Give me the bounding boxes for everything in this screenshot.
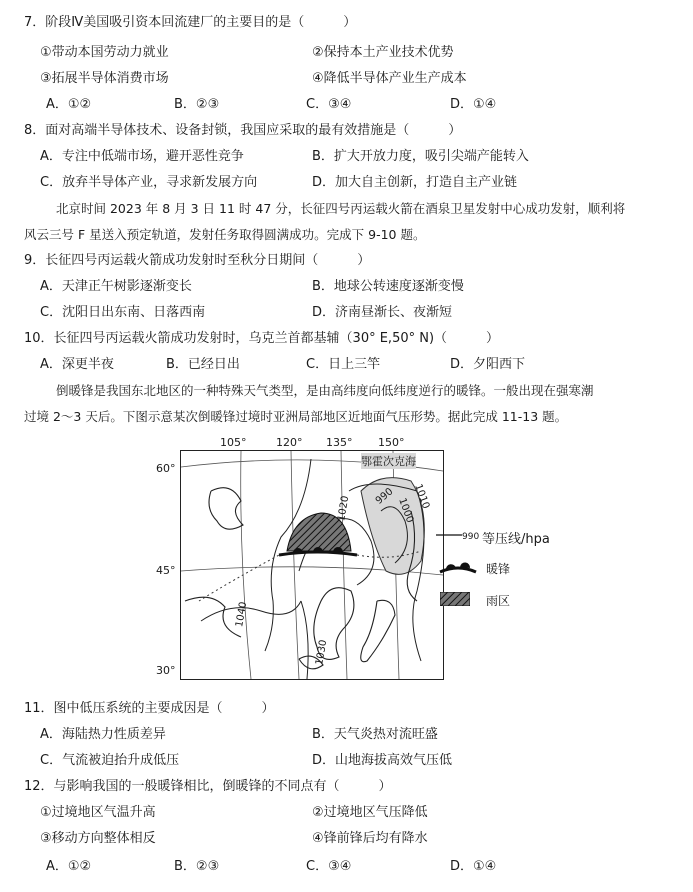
legend-isobar-line: [436, 530, 462, 540]
q12-choice-d: D．①④: [450, 859, 497, 874]
pressure-map-figure: [156, 436, 676, 686]
passage2-line1: 倒暖锋是我国东北地区的一种特殊天气类型，是由高纬度向低纬度逆行的暖锋。一般出现在强寒潮: [56, 383, 594, 398]
q8-option-c: C．放弃半导体产业，寻求新发展方向: [40, 175, 258, 190]
legend-rain-icon: [440, 592, 470, 606]
legend-front-icon: [438, 560, 478, 574]
map-drawing: [181, 451, 443, 679]
q12-choice-a: A．①②: [46, 859, 92, 874]
sea-label: 鄂霍次克海: [361, 455, 416, 468]
q9-option-c: C．沈阳日出东南、日落西南: [40, 305, 206, 320]
isobar-label-990: 990: [373, 486, 396, 507]
q9-option-d: D．济南昼渐长、夜渐短: [312, 305, 453, 320]
q7-choice-c: C．③④: [306, 97, 352, 112]
q12-option-3: ③移动方向整体相反: [40, 831, 156, 846]
q7-stem: 7．阶段Ⅳ美国吸引资本回流建厂的主要目的是（ ）: [24, 15, 357, 30]
q11-option-b: B．天气炎热对流旺盛: [312, 727, 438, 742]
legend-isobar-label: 等压线/hpa: [482, 532, 550, 547]
lon-label-120: 120°: [276, 436, 303, 449]
q7-option-2: ②保持本土产业技术优势: [312, 45, 454, 60]
lat-label-60: 60°: [156, 462, 176, 475]
q12-option-1: ①过境地区气温升高: [40, 805, 156, 820]
isobar-label-1040: 1040: [234, 601, 250, 628]
q9-option-a: A．天津正午树影逐渐变长: [40, 279, 192, 294]
q11-option-d: D．山地海拔高效气压低: [312, 753, 453, 768]
q9-stem: 9．长征四号丙运载火箭成功发射时至秋分日期间（ ）: [24, 253, 371, 268]
q7-choice-d: D．①④: [450, 97, 497, 112]
q10-choice-c: C．日上三竿: [306, 357, 381, 372]
warm-front-line: [279, 552, 357, 555]
q12-choice-c: C．③④: [306, 859, 352, 874]
q10-choice-a: A．深更半夜: [40, 357, 114, 372]
legend-isobar-sample: 990: [462, 532, 480, 542]
isobar-label-1010: 1010: [412, 482, 432, 511]
front-trail: [199, 555, 279, 601]
passage2-line2: 过境 2～3 天后。下图示意某次倒暖锋过境时亚洲局部地区近地面气压形势。据此完成 11-13 题。: [24, 409, 568, 424]
q12-choice-b: B．②③: [174, 859, 220, 874]
lon-label-150: 150°: [378, 436, 405, 449]
isobar-label-1020: 1020: [336, 495, 352, 522]
q12-option-4: ④锋前锋后均有降水: [312, 831, 428, 846]
lat-label-30: 30°: [156, 664, 176, 677]
lon-label-135: 135°: [326, 436, 353, 449]
map-frame: [180, 450, 444, 680]
q12-stem: 12．与影响我国的一般暖锋相比，倒暖锋的不同点有（ ）: [24, 779, 392, 794]
q8-stem: 8．面对高端半导体技术、设备封锁，我国应采取的最有效措施是（ ）: [24, 123, 462, 138]
q9-option-b: B．地球公转速度逐渐变慢: [312, 279, 464, 294]
q8-option-b: B．扩大开放力度，吸引尖端产能转入: [312, 149, 529, 164]
q7-option-4: ④降低半导体产业生产成本: [312, 71, 467, 86]
q10-choice-b: B．已经日出: [166, 357, 240, 372]
passage1-line2: 风云三号 F 星送入预定轨道，发射任务取得圆满成功。完成下 9-10 题。: [24, 227, 426, 242]
lon-label-105: 105°: [220, 436, 247, 449]
q11-option-c: C．气流被迫抬升成低压: [40, 753, 180, 768]
q7-choice-b: B．②③: [174, 97, 220, 112]
q8-option-d: D．加大自主创新，打造自主产业链: [312, 175, 518, 190]
legend-front-label: 暖锋: [486, 562, 511, 576]
q11-stem: 11．图中低压系统的主要成因是（ ）: [24, 701, 275, 716]
q8-option-a: A．专注中低端市场，避开恶性竞争: [40, 149, 244, 164]
q7-option-3: ③拓展半导体消费市场: [40, 71, 169, 86]
passage1-line1: 北京时间 2023 年 8 月 3 日 11 时 47 分，长征四号丙运载火箭在酒泉卫星发射中心成功发射，顺利将: [56, 201, 626, 216]
lat-label-45: 45°: [156, 564, 176, 577]
q12-option-2: ②过境地区气压降低: [312, 805, 428, 820]
q10-stem: 10．长征四号丙运载火箭成功发射时，乌克兰首都基辅（30° E,50° N)（ ）: [24, 331, 500, 346]
q11-option-a: A．海陆热力性质差异: [40, 727, 166, 742]
q10-choice-d: D．夕阳西下: [450, 357, 526, 372]
q7-option-1: ①带动本国劳动力就业: [40, 45, 169, 60]
q7-choice-a: A．①②: [46, 97, 92, 112]
isobar-label-1030: 1030: [314, 639, 330, 666]
legend-rain-label: 雨区: [486, 594, 511, 608]
isobar-label-1000: 1000: [396, 496, 416, 525]
